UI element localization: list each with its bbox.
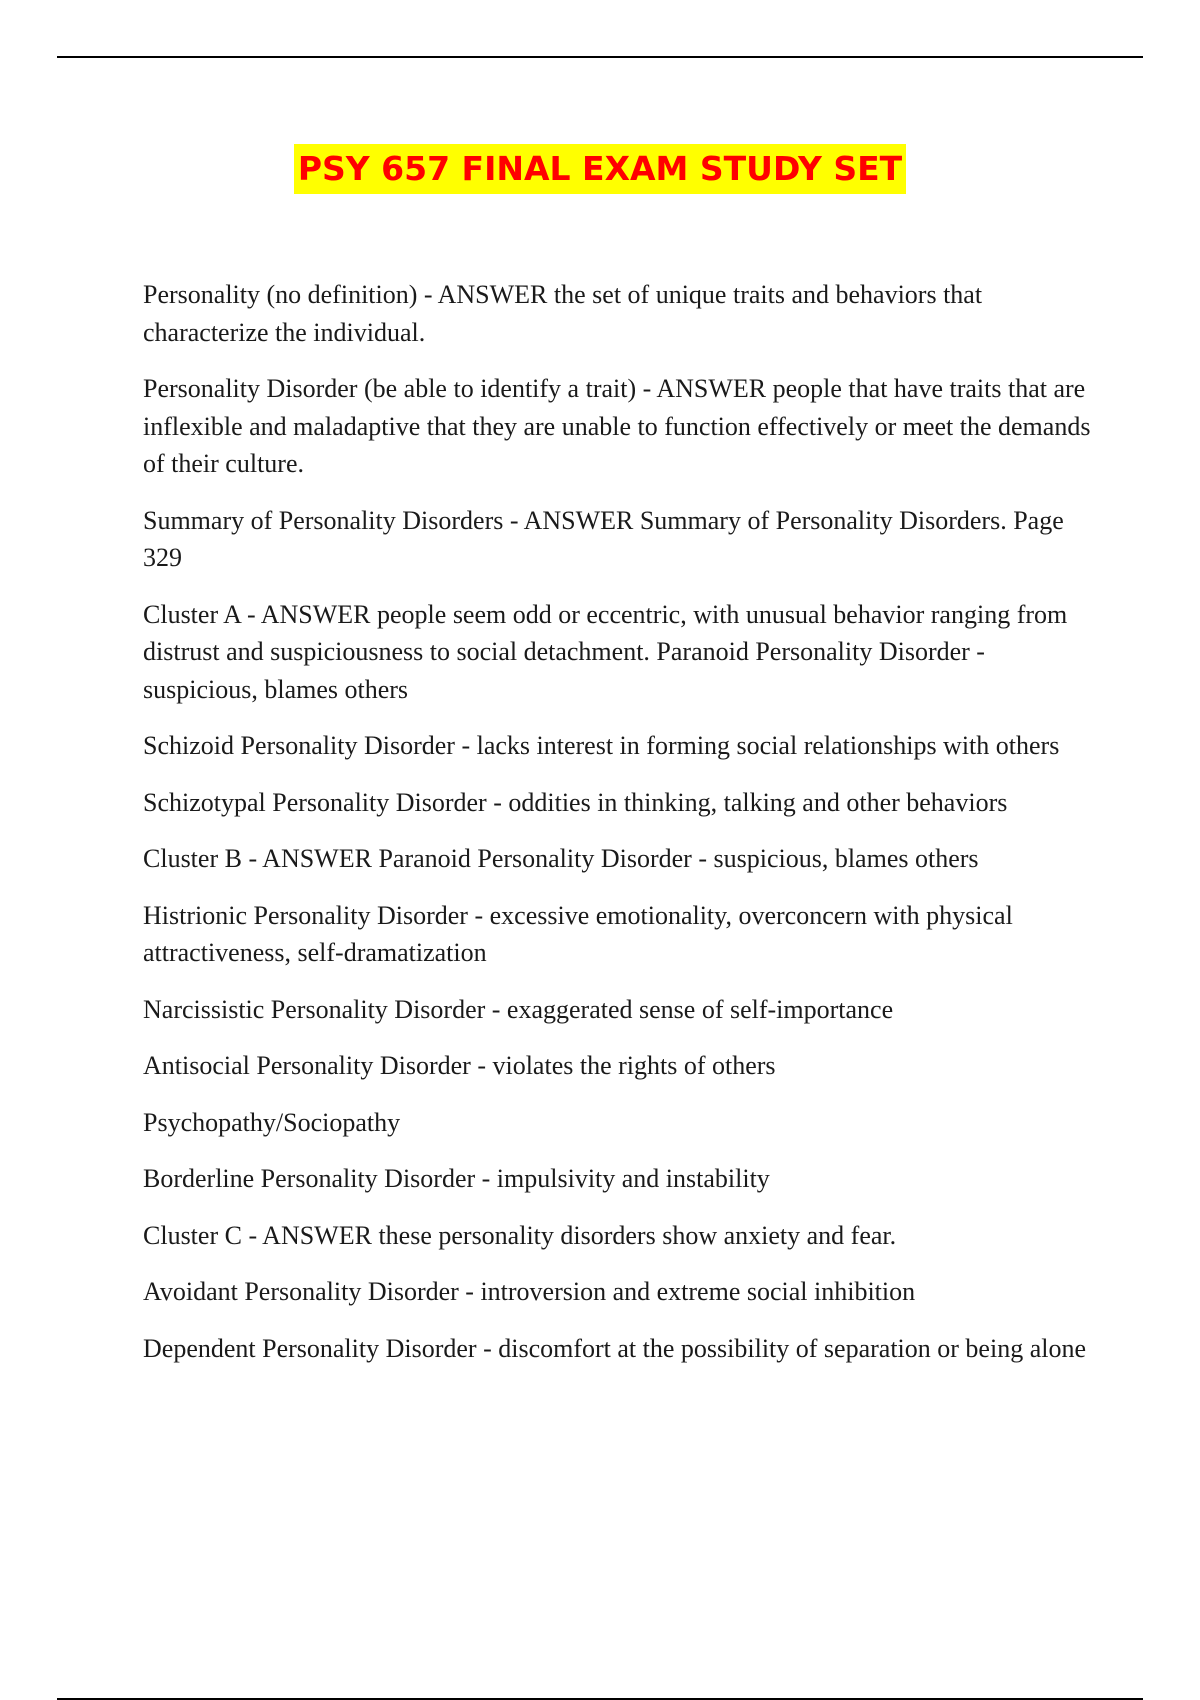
document-body bbox=[143, 276, 1098, 1386]
entry-dependent: Dependent Personality Disorder - discomfort at the possibility of separation or being alone bbox=[143, 1333, 1086, 1363]
document-title: PSY 657 FINAL EXAM STUDY SET bbox=[294, 144, 906, 194]
entry-summary: Summary of Personality Disorders - ANSWER Summary of Personality Disorders. Page 329 bbox=[143, 505, 1064, 572]
entry-psychopathy: Psychopathy/Sociopathy bbox=[143, 1107, 401, 1137]
entry-schizoid: Schizoid Personality Disorder - lacks interest in forming social relationships with others bbox=[143, 731, 1060, 760]
header-rule bbox=[57, 56, 1143, 58]
entry-schizotypal: Schizotypal Personality Disorder - oddities in thinking, talking and other behaviors bbox=[143, 787, 1008, 817]
entry-narcissistic: Narcissistic Personality Disorder - exaggerated sense of self-importance bbox=[143, 994, 894, 1024]
entry-avoidant: Avoidant Personality Disorder - introversion and extreme social inhibition bbox=[143, 1277, 916, 1306]
entry-histrionic: Histrionic Personality Disorder - excessive emotionality, overconcern with physical attractiveness, self-dramatization bbox=[143, 900, 1013, 967]
entry-antisocial: Antisocial Personality Disorder - violates the rights of others bbox=[143, 1051, 776, 1080]
title-block bbox=[0, 144, 1200, 194]
entry-personality-disorder: Personality Disorder (be able to identify a trait) - ANSWER people that have traits that are inflexible and maladaptive that they are unable to function effectively or meet the demands of their culture. bbox=[143, 374, 1091, 478]
entry-cluster-a: Cluster A - ANSWER people seem odd or eccentric, with unusual behavior ranging from distrust and suspiciousness to social detachment. Paranoid Personality Disorder - suspicious, blames others bbox=[143, 599, 1068, 704]
entry-borderline: Borderline Personality Disorder - impulsivity and instability bbox=[143, 1164, 770, 1193]
entry-personality: Personality (no definition) - ANSWER the set of unique traits and behaviors that characterize the individual. bbox=[143, 280, 983, 347]
entry-cluster-c: Cluster C - ANSWER these personality disorders show anxiety and fear. bbox=[143, 1220, 897, 1250]
entry-cluster-b: Cluster B - ANSWER Paranoid Personality Disorder - suspicious, blames others bbox=[143, 844, 979, 873]
